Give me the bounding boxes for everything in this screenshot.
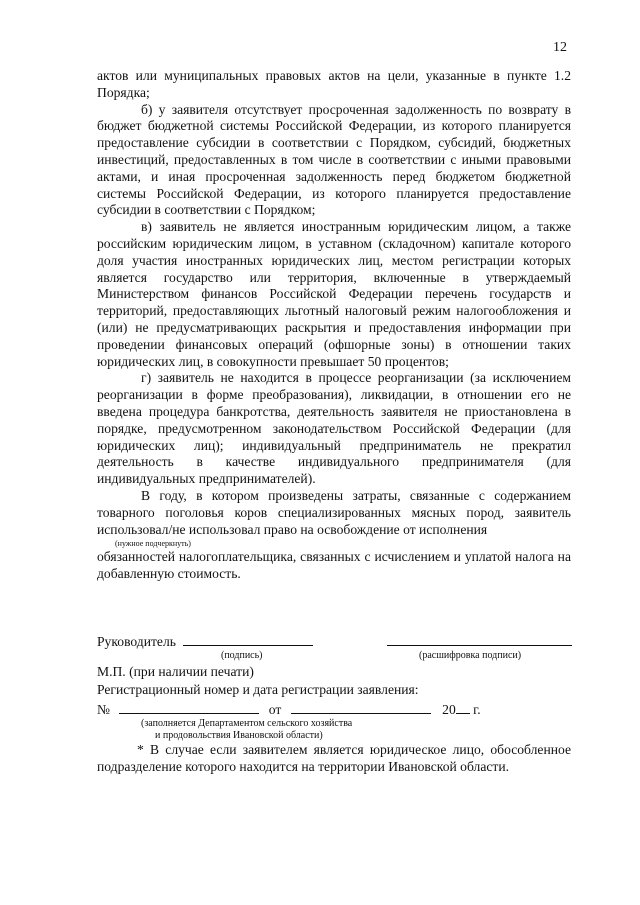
number-sign: № (97, 702, 110, 717)
paragraph-g: г) заявитель не находится в процессе реорганизации (за исключением реорганизации в форме преобразования), ликвидации, в отношении его не введена процедура банкротства, деятельность заявителя не приостановлена в порядке, предусмотренном законодательством Российской Федерации (для юридических лиц); индивидуальный предприниматель не прекратил деятельность в качестве индивидуального предпринимателя (для индивидуальных предпринимателей). (97, 370, 571, 487)
stamp-label: М.П. (при наличии печати) (97, 664, 254, 679)
registration-number-row (97, 700, 571, 718)
decoding-caption: (расшифровка подписи) (419, 650, 522, 661)
year-prefix: 20 (442, 702, 456, 717)
from-label: от (268, 702, 282, 717)
document-body (97, 68, 571, 583)
paragraph-vat: В году, в котором произведены затраты, связанные с содержанием товарного поголовья коров специализированных мясных пород, заявитель использовал/не использовал право на освобождение от исполнения (97, 487, 571, 537)
year-suffix: г. (469, 702, 481, 717)
paragraph-v: в) заявитель не является иностранным юридическим лицом, а также российским юридическим лицом, в уставном (складочном) капитале которого доля участия иностранных юридических лиц, местом регистрации которых является государство или территория, включенные в утверждаемый Министерством финансов Российской Федерации перечень государств и территорий, предоставляющих льготный налоговый режим налогообложения и (или) не предусматривающих раскрытия и предоставления информации при проведении финансовых операций (офшорные зоны) в отношении таких юридических лиц, в совокупности превышает 50 процентов; (97, 219, 571, 369)
year-line[interactable] (456, 700, 470, 714)
head-signature-row (97, 632, 571, 650)
registration-number-line[interactable] (119, 700, 259, 714)
filled-by-note (141, 718, 571, 742)
page-number: 12 (553, 40, 567, 55)
footnote-text: * В случае если заявителем является юридическое лицо, обособленное подразделение которого находится на территории Ивановской области. (97, 742, 571, 774)
signature-caption: (подпись) (221, 650, 263, 661)
registration-label: Регистрационный номер и дата регистрации заявления: (97, 682, 419, 697)
registration-date-line[interactable] (291, 700, 431, 714)
footnote (97, 742, 571, 776)
filled-by-line-2: и продовольствия Ивановской области) (155, 730, 323, 741)
paragraph-b: б) у заявителя отсутствует просроченная задолженность по возврату в бюджет бюджетной системы Российской Федерации, из которого планируется предоставление субсидии в соответствии с Порядком, субсидий, бюджетных инвестиций, предоставленных в том числе в соответствии с иными правовыми актами, и иная просроченная задолженность перед бюджетом бюджетной системы Российской Федерации, из которого планируется предоставление субсидии в соответствии с Порядком; (97, 101, 571, 218)
stamp-row (97, 664, 571, 682)
registration-row (97, 682, 571, 700)
paragraph-continued: актов или муниципальных правовых актов на цели, указанные в пункте 1.2 Порядка; (97, 68, 571, 100)
paragraph-vat-continuation: обязанностей налогоплательщика, связанных с исчислением и уплатой налога на добавленную стоимость. (97, 549, 571, 582)
head-label: Руководитель (97, 634, 176, 649)
underline-note: (нужное подчеркнуть) (115, 539, 191, 549)
signature-block (97, 632, 571, 742)
decoding-line[interactable] (387, 632, 572, 646)
filled-by-line-1: (заполняется Департаментом сельского хозяйства (141, 718, 353, 729)
signature-line[interactable] (183, 632, 313, 646)
signature-captions (97, 650, 571, 664)
